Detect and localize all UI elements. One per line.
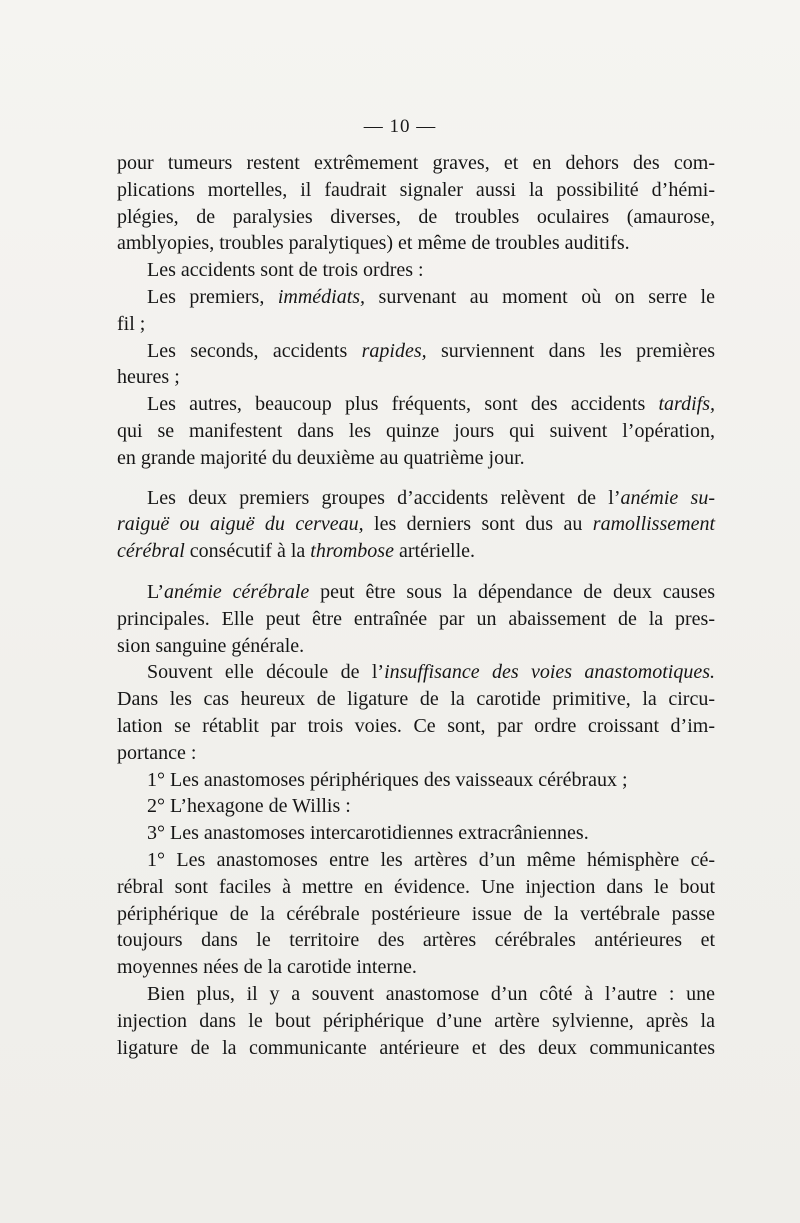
- text-run: Les deux premiers groupes d’accidents relèvent de l’: [147, 486, 621, 509]
- italic-term: tardifs,: [658, 393, 715, 416]
- text-run: survenant au moment où on serre le: [365, 285, 715, 308]
- paragraph: [117, 847, 715, 981]
- paragraph: [117, 981, 715, 1061]
- paragraph: [117, 485, 715, 565]
- text-line: [117, 659, 715, 686]
- text-line: périphérique de la cérébrale postérieure issue de la vertébrale passe: [117, 902, 715, 925]
- paragraph: [117, 579, 715, 659]
- italic-term: rapides,: [361, 339, 427, 362]
- paragraph: [117, 257, 715, 284]
- text-line: [117, 538, 715, 565]
- body-text: [117, 150, 715, 1061]
- text-line: [117, 485, 715, 512]
- text-run: Les autres, beaucoup plus fréquents, sont des accidents: [147, 393, 659, 416]
- text-line: amblyopies, troubles paralytiques) et même de troubles auditifs.: [117, 232, 630, 255]
- list-item: 2° L’hexagone de Willis :: [147, 795, 351, 818]
- italic-term: cérébral: [117, 540, 185, 563]
- text-line: toujours dans le territoire des artères cérébrales antérieures et: [117, 929, 715, 952]
- italic-term: anémie cérébrale: [164, 580, 310, 603]
- italic-term: immédiats,: [277, 285, 366, 308]
- list-item: 3° Les anastomoses intercarotidiennes extracrâniennes.: [147, 822, 589, 845]
- text-line: ligature de la communicante antérieure et des deux communicantes: [117, 1036, 715, 1059]
- italic-term: insuffisance des voies anastomotiques.: [384, 661, 715, 684]
- text-line: [117, 284, 715, 311]
- text-line: principales. Elle peut être entraînée par un abaissement de la pres-: [117, 607, 715, 630]
- text-run: Souvent elle découle de l’: [147, 661, 385, 684]
- text-line: injection dans le bout périphérique d’une artère sylvienne, après la: [117, 1009, 715, 1032]
- text-line: Bien plus, il y a souvent anastomose d’un côté à l’autre : une: [147, 982, 715, 1005]
- text-run: peut être sous la dépendance de deux causes: [309, 580, 715, 603]
- paragraph: [117, 150, 715, 257]
- text-line: heures ;: [117, 366, 180, 389]
- text-line: qui se manifestent dans les quinze jours qui suivent l’opération,: [117, 419, 715, 442]
- text-line: [117, 579, 715, 606]
- text-run: surviennent dans les premières: [426, 339, 715, 362]
- text-line: moyennes nées de la carotide interne.: [117, 956, 417, 979]
- paragraph: [117, 284, 715, 338]
- text-line: fil ;: [117, 312, 146, 335]
- italic-term: raiguë ou aiguë du cerveau,: [117, 513, 364, 536]
- list-item: 1° Les anastomoses périphériques des vaisseaux cérébraux ;: [147, 768, 628, 791]
- text-line: [117, 391, 715, 418]
- text-line: lation se rétablit par trois voies. Ce sont, par ordre croissant d’im-: [117, 714, 715, 737]
- text-run: les derniers sont dus au: [363, 513, 593, 536]
- text-line: rébral sont faciles à mettre en évidence. Une injection dans le bout: [117, 875, 715, 898]
- text-line: sion sanguine générale.: [117, 634, 305, 657]
- italic-term: ramollissement: [592, 513, 715, 536]
- text-line: plications mortelles, il faudrait signaler aussi la possibilité d’hémi-: [117, 178, 715, 201]
- paragraph: [117, 659, 715, 766]
- text-line: plégies, de paralysies diverses, de troubles oculaires (amaurose,: [117, 205, 715, 228]
- text-line: pour tumeurs restent extrêmement graves, et en dehors des com-: [117, 152, 715, 174]
- numbered-list: [117, 767, 715, 847]
- text-line: [117, 511, 715, 538]
- text-run: consécutif à la: [184, 540, 311, 563]
- text-line: Les accidents sont de trois ordres :: [147, 259, 424, 282]
- text-line: [117, 338, 715, 365]
- italic-term: anémie su-: [620, 486, 716, 509]
- text-run: L’: [147, 580, 165, 603]
- text-run: Les premiers,: [147, 285, 278, 308]
- italic-term: thrombose: [310, 540, 394, 563]
- paragraph: [117, 338, 715, 392]
- text-line: Dans les cas heureux de ligature de la carotide primitive, la circu-: [117, 688, 715, 711]
- text-line: en grande majorité du deuxième au quatrième jour.: [117, 446, 525, 469]
- text-line: 1° Les anastomoses entre les artères d’un même hémisphère cé-: [147, 848, 715, 871]
- text-run: Les seconds, accidents: [147, 339, 362, 362]
- page-number: — 10 —: [363, 116, 437, 137]
- text-run: artérielle.: [393, 540, 476, 563]
- paragraph: [117, 391, 715, 471]
- text-line: portance :: [117, 741, 197, 764]
